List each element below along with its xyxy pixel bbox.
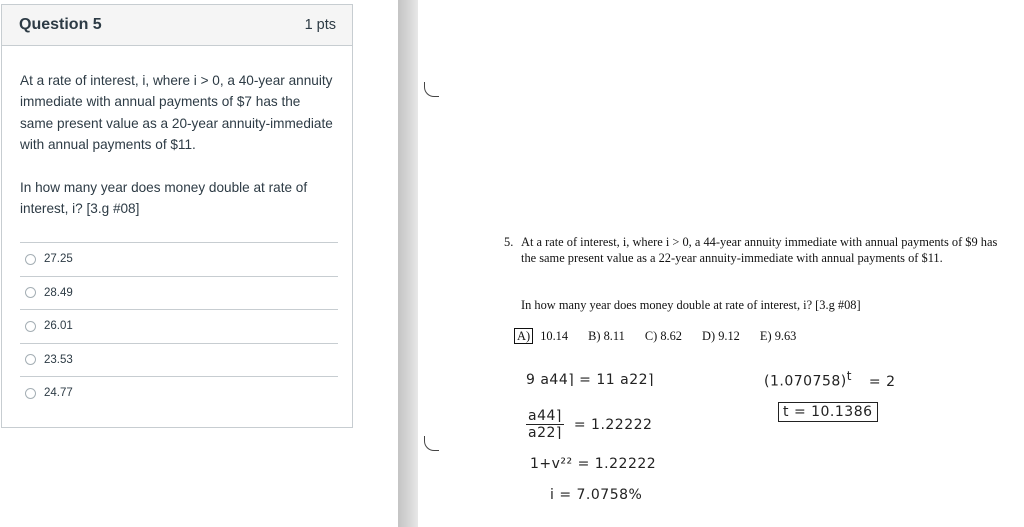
right1-exponent: t [846, 369, 852, 383]
answer-option[interactable] [20, 276, 338, 310]
handwritten-line-3: 1+v²² = 1.22222 [530, 456, 657, 472]
answer-option[interactable] [20, 343, 338, 377]
choice-value: 8.62 [660, 329, 682, 343]
right1-equals: = 2 [868, 373, 896, 390]
question-paragraph-2: In how many year does money double at rate of interest, i? [3.g #08] [20, 179, 308, 217]
scan-question: In how many year does money double at rate of interest, i? [3.g #08] [521, 298, 861, 312]
answer-label: 28.49 [44, 286, 73, 299]
choice-letter: E) [759, 329, 772, 343]
handwritten-line-4: i = 7.0758% [550, 487, 643, 503]
scan-problem-number: 5. [504, 235, 514, 249]
answer-label: 26.01 [44, 320, 73, 333]
choice-letter: C) [644, 329, 658, 343]
scan-choice [760, 329, 797, 344]
fraction-value: = 1.22222 [573, 416, 653, 433]
answer-label: 27.25 [44, 253, 73, 266]
radio-button[interactable] [25, 388, 36, 399]
scan-problem-text: At a rate of interest, i, where i > 0, a 44-year annuity immediate with annual payments of $9 has the same present value as a 22-year annuity-immediate with annual payments of $11. [521, 235, 998, 265]
answer-option[interactable] [20, 309, 338, 343]
handwritten-boxed-answer: t = 10.1386 [778, 402, 878, 422]
choice-value: 9.12 [718, 329, 740, 343]
handwritten-line-2 [526, 408, 652, 441]
margin-mark [424, 82, 439, 97]
scan-choice [702, 329, 740, 344]
fraction-numerator: a44⌉ [528, 408, 562, 424]
choice-value: 10.14 [540, 329, 569, 343]
choice-letter: D) [702, 329, 716, 343]
handwritten-fraction [526, 408, 564, 441]
answer-label: 24.77 [44, 387, 73, 400]
choice-value: 8.11 [603, 329, 625, 343]
scanned-solution-page [418, 0, 1024, 527]
radio-button[interactable] [25, 321, 36, 332]
question-title: Question 5 [19, 16, 102, 33]
scan-choice [645, 329, 682, 344]
answer-list [20, 242, 338, 410]
answer-option[interactable] [20, 242, 338, 276]
question-points: 1 pts [304, 17, 336, 33]
choice-letter: B) [588, 329, 601, 343]
question-paragraph-1: At a rate of interest, i, where i > 0, a 40-year annuity immediate with annual payments of $7 has the same present value as a 20-year annuity-immediate with annual payments of $11. [20, 73, 333, 153]
answer-option[interactable] [20, 376, 338, 410]
answer-label: 23.53 [44, 353, 73, 366]
page-divider [398, 0, 418, 527]
margin-mark [424, 436, 439, 451]
question-text [2, 46, 352, 219]
handwritten-right-1 [764, 369, 896, 390]
radio-button[interactable] [25, 254, 36, 265]
scan-problem [504, 235, 1014, 266]
scan-choice [588, 329, 625, 344]
choice-value: 9.63 [774, 329, 797, 343]
handwritten-line-1: 9 a44⌉ = 11 a22⌉ [526, 372, 654, 388]
radio-button[interactable] [25, 287, 36, 298]
right1-base: (1.070758) [764, 373, 847, 390]
question-header [2, 5, 352, 46]
scan-choice [514, 329, 568, 344]
radio-button[interactable] [25, 354, 36, 365]
scan-choices [514, 329, 816, 344]
choice-letter: A) [514, 328, 533, 344]
question-card [1, 4, 353, 428]
fraction-denominator: a22⌉ [528, 425, 562, 441]
